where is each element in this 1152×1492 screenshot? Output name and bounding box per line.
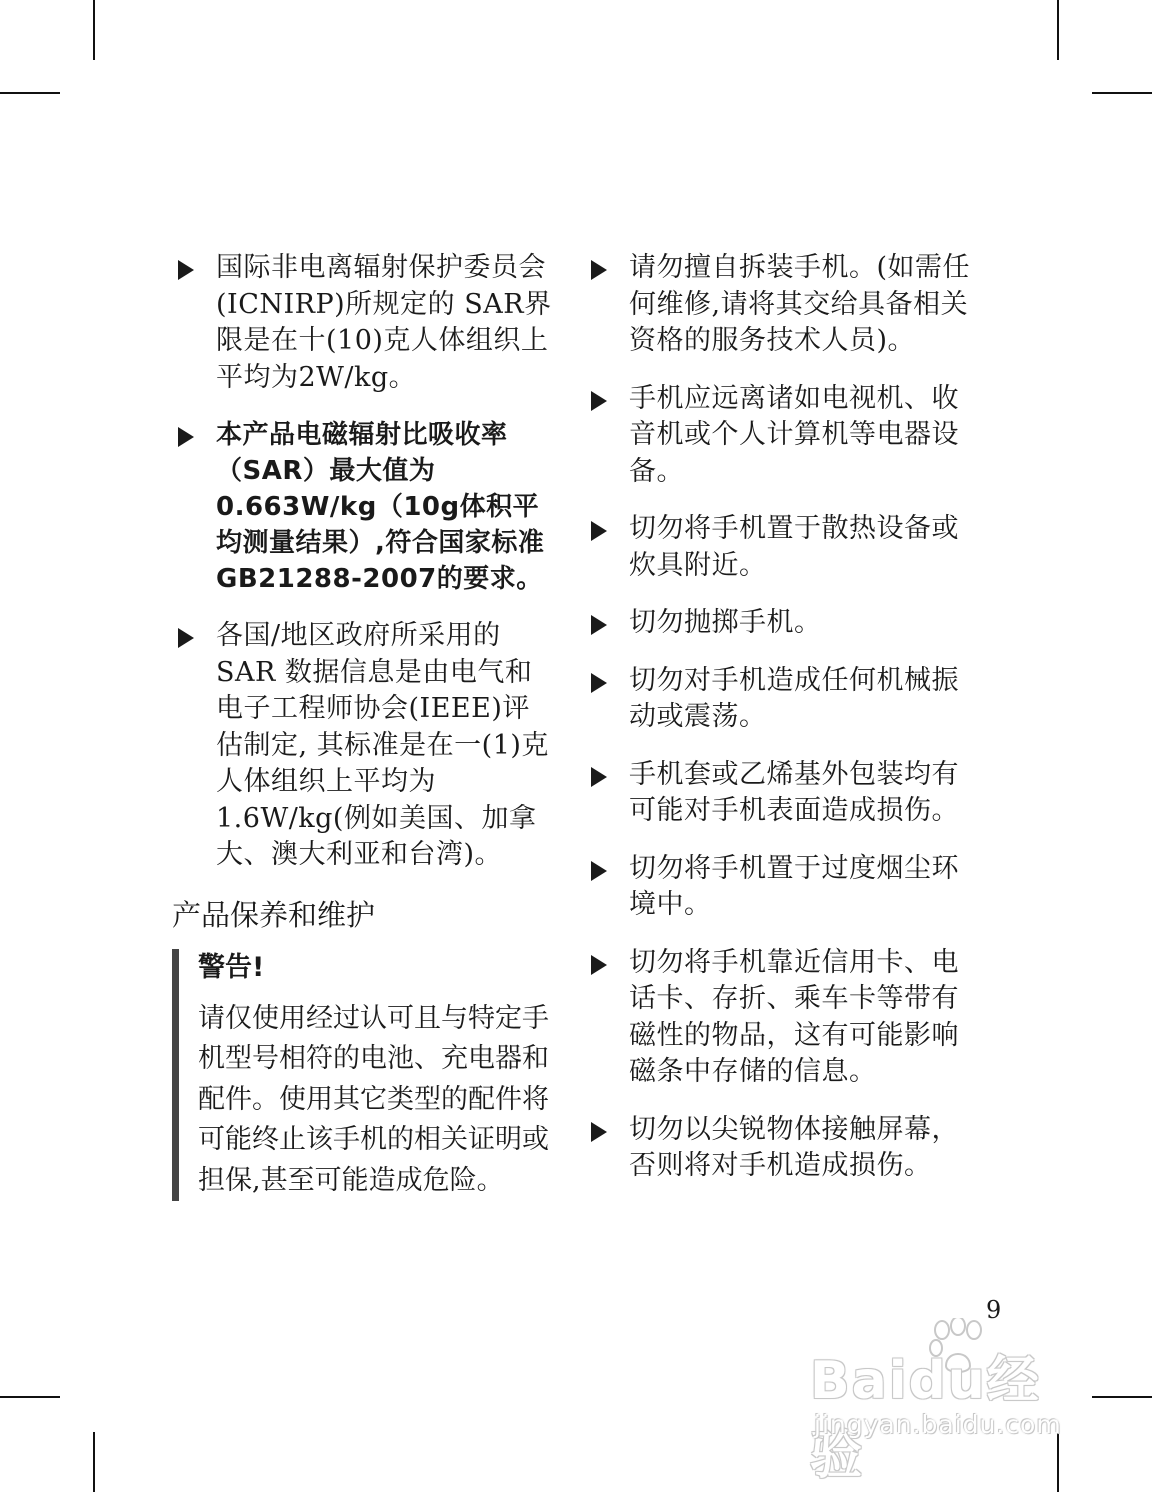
left-column [172,250,552,1201]
bullet-item [585,851,985,924]
bullet-text: 手机应远离诸如电视机、收音机或个人计算机等电器设备。 [629,382,959,487]
bullet-item-sar-value [172,417,552,597]
triangle-bullet-icon [591,955,607,975]
triangle-bullet-icon [591,521,607,541]
warning-body: 请仅使用经过认可且与特定手机型号相符的电池、充电器和配件。使用其它类型的配件将可能终止该手机的相关证明或担保,甚至可能造成危险。 [198,1002,549,1196]
triangle-bullet-icon [178,628,194,648]
bullet-text: 切勿抛掷手机。 [629,607,822,638]
triangle-bullet-icon [178,260,194,280]
triangle-bullet-icon [591,615,607,635]
triangle-bullet-icon [591,260,607,280]
bullet-item [585,250,985,360]
bullet-text: 各国/地区政府所采用的SAR 数据信息是由电气和电子工程师协会(IEEE)评估制定, 其标准是在一(1)克人体组织上平均为1.6W/kg(例如美国、加拿大、澳大利亚和台湾)。 [216,620,549,870]
triangle-bullet-icon [591,673,607,693]
crop-mark-bottom-left-horizontal [0,1396,60,1398]
triangle-bullet-icon [591,767,607,787]
page-number: 9 [986,1296,1002,1324]
crop-mark-top-left-horizontal [0,92,60,94]
warning-bar [172,949,179,1202]
crop-mark-bottom-right-horizontal [1092,1396,1152,1398]
warning-title: 警告! [198,951,265,983]
crop-mark-top-left-vertical [93,0,95,60]
bullet-text: 切勿将手机置于过度烟尘环境中。 [629,852,959,920]
bullet-text: 国际非电离辐射保护委员会(ICNIRP)所规定的 SAR界限是在十(10)克人体组织上平均为2W/kg。 [216,252,552,393]
bullet-item [585,757,985,830]
bullet-text: 切勿对手机造成任何机械振动或震荡。 [629,664,959,732]
bullet-text: 请勿擅自拆装手机。(如需任何维修,请将其交给具备相关资格的服务技术人员)。 [629,252,971,356]
triangle-bullet-icon [591,861,607,881]
watermark-logo: Baidu经验 [810,1351,1041,1486]
bullet-text: 手机套或乙烯基外包装均有可能对手机表面造成损伤。 [629,758,959,826]
triangle-bullet-icon [591,1122,607,1142]
triangle-bullet-icon [591,391,607,411]
bullet-item [585,945,985,1091]
bullet-item [172,618,552,874]
bullet-text: 切勿将手机置于散热设备或炊具附近。 [629,513,959,581]
bullet-text: 本产品电磁辐射比吸收率（SAR）最大值为0.663W/kg（10g体积平均测量结果）,符合国家标准GB21288-2007的要求。 [216,420,545,594]
baidu-jingyan-watermark [810,1318,1085,1486]
triangle-bullet-icon [178,427,194,447]
crop-mark-bottom-left-vertical [93,1432,95,1492]
crop-mark-top-right-vertical [1057,0,1059,60]
bullet-item [172,250,552,396]
section-heading: 产品保养和维护 [172,897,376,932]
watermark-url: jingyan.baidu.com [814,1410,1062,1439]
bullet-item [585,605,985,642]
bullet-item [585,381,985,491]
bullet-item [585,511,985,584]
bullet-text: 切勿将手机靠近信用卡、电话卡、存折、乘车卡等带有磁性的物品，这有可能影响磁条中存储的信息。 [629,946,959,1087]
bullet-item [585,663,985,736]
right-column [585,250,985,1206]
bullet-item [585,1112,985,1185]
warning-box [172,949,552,1202]
bullet-text: 切勿以尖锐物体接触屏幕，否则将对手机造成损伤。 [629,1113,959,1181]
crop-mark-top-right-horizontal [1092,92,1152,94]
